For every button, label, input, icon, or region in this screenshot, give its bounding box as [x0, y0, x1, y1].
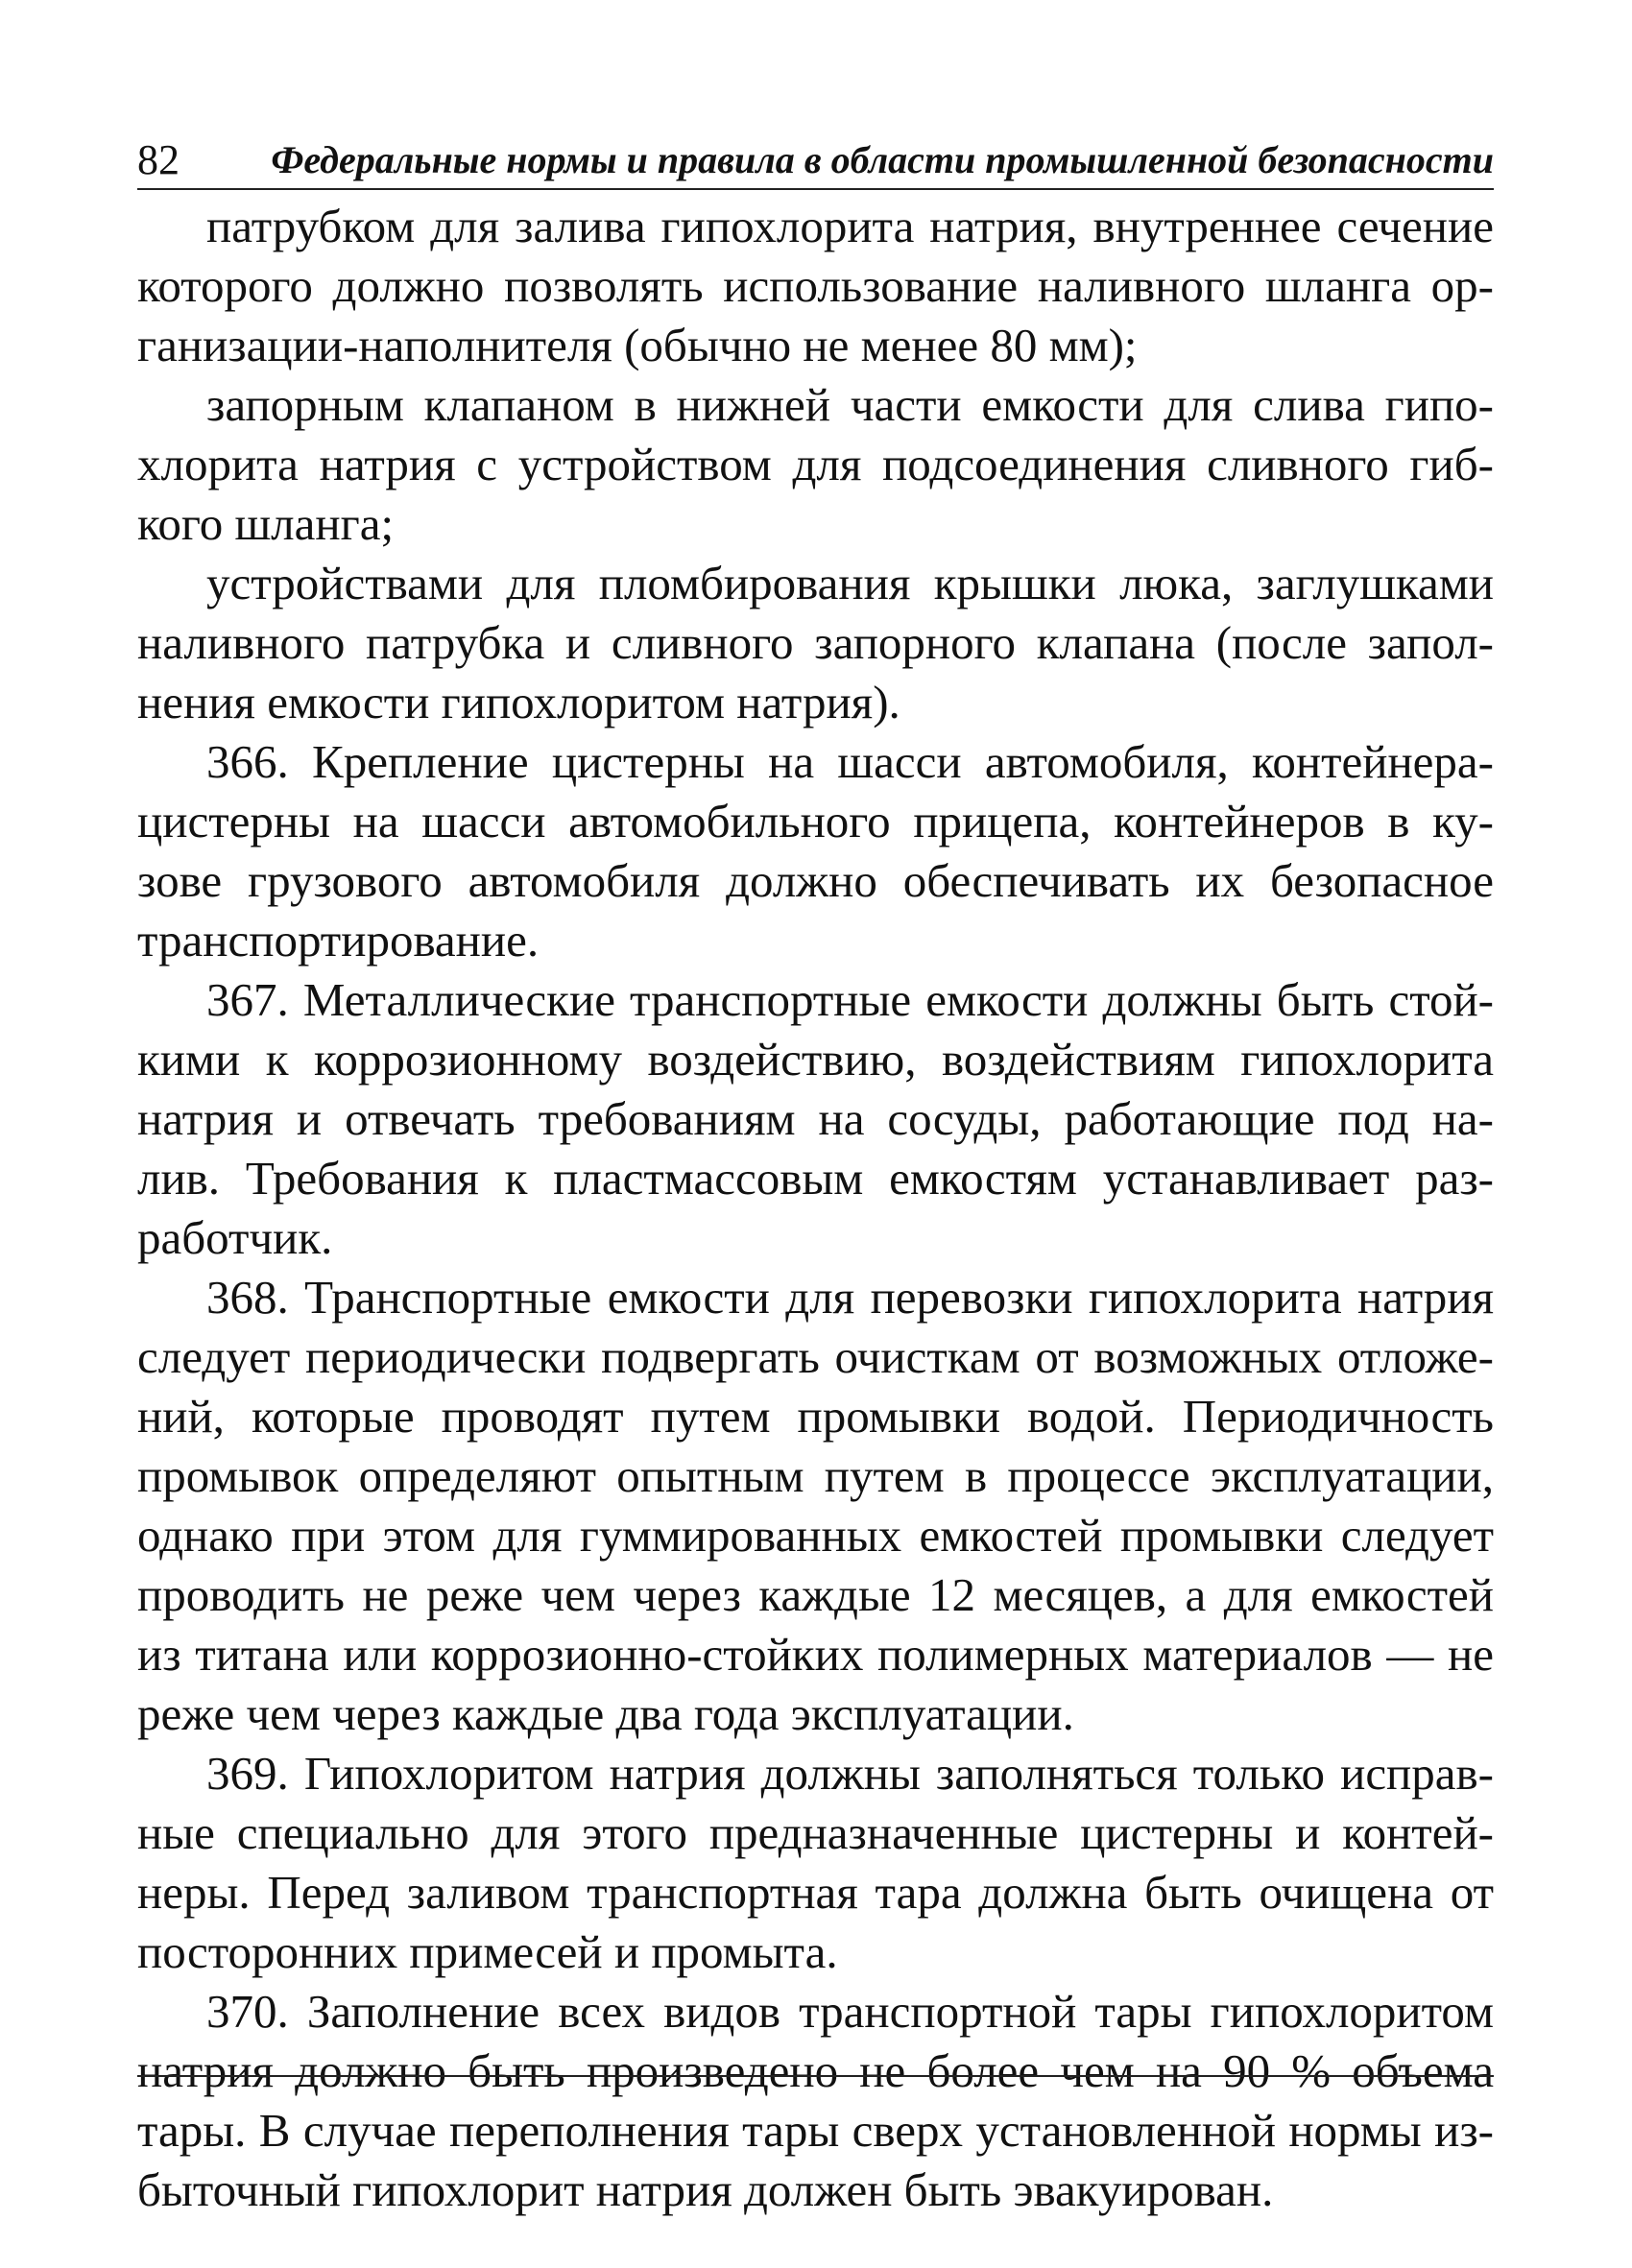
- text-line: кими к коррозионному воздействию, воздействиям гипохлорита: [137, 1033, 1494, 1086]
- paragraph-370: [137, 1982, 1494, 2220]
- text-line: устройствами для пломбирования крышки люка, заглушками: [206, 557, 1494, 609]
- running-title: Федеральные нормы и правила в области промышленной безопасности: [271, 138, 1494, 181]
- text-line: неры. Перед заливом транспортная тара должна быть очищена от: [137, 1866, 1494, 1919]
- text-line: 367. Металлические транспортные емкости должны быть стой-: [206, 973, 1494, 1026]
- text-line: ганизации-наполнителя (обычно не менее 80 мм);: [137, 319, 1138, 371]
- paragraph-sealing-devices: [137, 554, 1494, 732]
- text-line: натрия и отвечать требованиям на сосуды, работающие под на-: [137, 1092, 1494, 1145]
- paragraph-368: [137, 1268, 1494, 1744]
- text-line: работчик.: [137, 1211, 333, 1264]
- text-line: лив. Требования к пластмассовым емкостям устанавливает раз-: [137, 1152, 1494, 1205]
- paragraph-shutoff-valve: [137, 375, 1494, 554]
- text-line: из титана или коррозионно-стойких полимерных материалов — не: [137, 1628, 1494, 1681]
- text-line: проводить не реже чем через каждые 12 месяцев, а для емкостей: [137, 1568, 1494, 1621]
- footer-rule: [137, 2075, 1494, 2077]
- paragraph-369: [137, 1744, 1494, 1982]
- body-text: [137, 197, 1494, 2220]
- text-line: следует периодически подвергать очисткам от возможных отложе-: [137, 1330, 1494, 1383]
- paragraph-nozzle: [137, 197, 1494, 375]
- text-line: 370. Заполнение всех видов транспортной тары гипохлоритом: [206, 1985, 1494, 2038]
- text-line: зове грузового автомобиля должно обеспечивать их безопасное: [137, 854, 1494, 907]
- text-line: быточный гипохлорит натрия должен быть эвакуирован.: [137, 2163, 1274, 2216]
- text-line: которого должно позволять использование наливного шланга ор-: [137, 259, 1494, 312]
- text-line: реже чем через каждые два года эксплуатации.: [137, 1687, 1074, 1740]
- text-line: 369. Гипохлоритом натрия должны заполняться только исправ-: [206, 1747, 1494, 1800]
- paragraph-366: [137, 732, 1494, 970]
- text-line: промывок определяют опытным путем в процессе эксплуатации,: [137, 1449, 1494, 1502]
- text-line: тары. В случае переполнения тары сверх установленной нормы из-: [137, 2104, 1494, 2157]
- page-header: [137, 132, 1494, 190]
- text-line: ные специально для этого предназначенные цистерны и контей-: [137, 1806, 1494, 1859]
- text-line: кого шланга;: [137, 497, 395, 550]
- text-line: ний, которые проводят путем промывки водой. Периодичность: [137, 1390, 1494, 1443]
- text-line: хлорита натрия с устройством для подсоединения сливного гиб-: [137, 438, 1494, 490]
- text-line: наливного патрубка и сливного запорного клапана (после запол-: [137, 616, 1494, 669]
- text-line: цистерны на шасси автомобильного прицепа, контейнеров в ку-: [137, 795, 1494, 848]
- page-number: 82: [137, 136, 180, 183]
- text-line: однако при этом для гуммированных емкостей промывки следует: [137, 1509, 1494, 1562]
- text-line: натрия должно быть произведено не более чем на 90 % объема: [137, 2044, 1494, 2097]
- paragraph-367: [137, 970, 1494, 1268]
- text-line: посторонних примесей и промыта.: [137, 1925, 838, 1978]
- text-line: транспортирование.: [137, 914, 540, 967]
- text-line: нения емкости гипохлоритом натрия).: [137, 676, 900, 728]
- text-line: 368. Транспортные емкости для перевозки гипохлорита натрия: [206, 1271, 1494, 1324]
- text-line: 366. Крепление цистерны на шасси автомобиля, контейнера-: [206, 735, 1494, 788]
- text-line: запорным клапаном в нижней части емкости для слива гипо-: [206, 378, 1494, 431]
- text-line: патрубком для залива гипохлорита натрия, внутреннее сечение: [206, 200, 1494, 252]
